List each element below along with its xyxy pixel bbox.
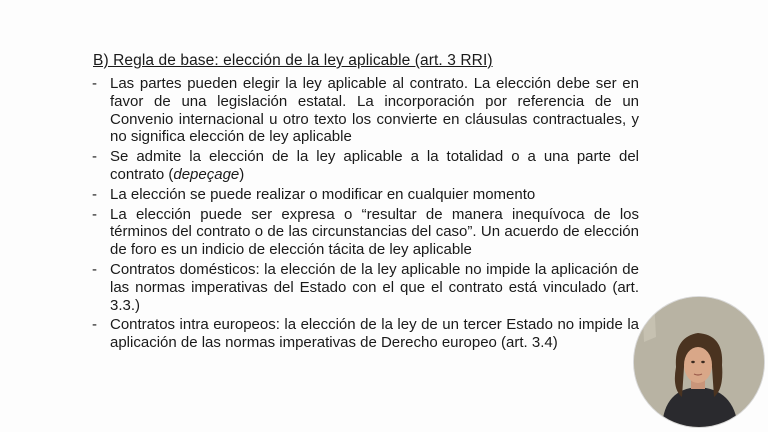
bullet-item: [92, 186, 639, 204]
bullet-marker: -: [92, 260, 97, 278]
bullet-item: [92, 261, 639, 314]
presenter-eye-right: [701, 361, 705, 363]
bullet-text: Contratos domésticos: la elección de la ley aplicable no impide la aplicación de las normas imperativas del Estado con el que el contrato está vinculado (art. 3.3.): [110, 260, 639, 314]
bullet-text: Las partes pueden elegir la ley aplicable al contrato. La elección debe ser en favor de una legislación estatal. La incorporación por referencia de un Convenio internacional u otro texto los convierte en cláusulas contractuales, y no significa elección de ley aplicable: [110, 75, 639, 146]
bullet-item: [92, 148, 639, 184]
bullet-marker: -: [92, 316, 97, 334]
bullet-text: La elección se puede realizar o modificar en cualquier momento: [110, 185, 536, 203]
bullet-text-tail: ): [239, 165, 245, 183]
bullet-text-lead: Se admite la elección de la ley aplicable a la totalidad o a una parte del contrato (: [110, 148, 639, 183]
bullet-text: Contratos intra europeos: la elección de la ley de un tercer Estado no impide la aplicación de las normas imperativas de Derecho europeo (art. 3.4): [110, 316, 639, 352]
bullet-marker: -: [92, 205, 97, 223]
bullet-list: [92, 75, 639, 354]
slide-title: B) Regla de base: elección de la ley aplicable (art. 3 RRI): [93, 52, 493, 69]
bullet-item: [92, 316, 639, 352]
bullet-text: [110, 148, 639, 184]
presenter-eye-left: [691, 361, 695, 363]
bullet-marker: -: [92, 75, 97, 92]
presenter-face: [684, 347, 712, 383]
webcam-wall-light: [642, 297, 656, 342]
presenter-video-icon: [634, 297, 764, 427]
bullet-marker: -: [92, 148, 97, 166]
bullet-text-emphasis: depeçage: [173, 165, 240, 183]
bullet-item: [92, 75, 639, 146]
bullet-text: La elección puede ser expresa o “resultar de manera inequívoca de los términos del contrato o de las circunstancias del caso”. Un acuerdo de elección de foro es un indicio de elección tácita de ley aplicable: [110, 205, 639, 259]
presenter-webcam: [634, 297, 764, 427]
bullet-marker: -: [92, 185, 97, 203]
bullet-item: [92, 206, 639, 259]
